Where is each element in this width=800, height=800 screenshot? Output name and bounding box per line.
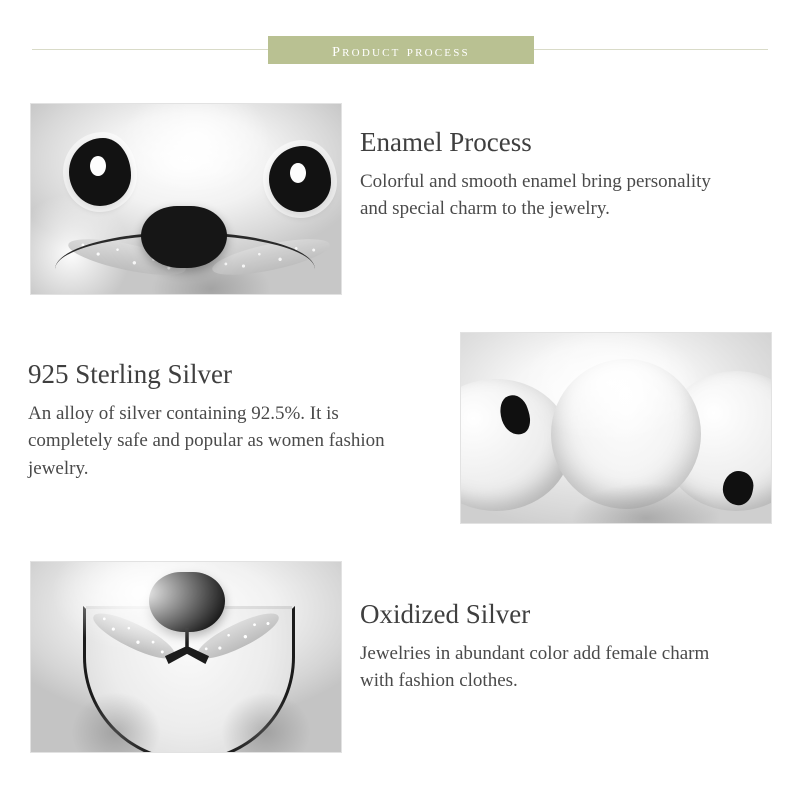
header-badge-label: product process [332, 38, 470, 61]
oxidized-silver-closeup-photo [30, 561, 342, 753]
oxidized-silver-title: Oxidized Silver [360, 599, 531, 629]
sterling-silver-body: An alloy of silver containing 92.5%. It is completely safe and popular as women fashion jewelry. [28, 402, 385, 479]
eye-glint [90, 156, 106, 176]
enamel-closeup-photo [30, 103, 342, 295]
enamel-nose [141, 206, 227, 268]
enamel-body: Colorful and smooth enamel bring personality and special charm to the jewelry. [360, 170, 711, 220]
oxidized-photo-canvas [31, 562, 341, 752]
oxidized-silver-text-column [360, 600, 740, 695]
enamel-photo-canvas [31, 104, 341, 294]
enamel-eye-right [269, 146, 331, 212]
section-header [0, 36, 800, 64]
enamel-eye-left [69, 138, 131, 206]
sterling-silver-title: 925 Sterling Silver [28, 359, 232, 389]
sterling-silver-closeup-photo [460, 332, 772, 524]
header-badge [268, 36, 534, 64]
sterling-photo-canvas [461, 333, 771, 523]
enamel-text-column [360, 128, 720, 223]
oxidized-silver-body: Jewelries in abundant color add female charm with fashion clothes. [360, 642, 710, 692]
eye-glint [290, 163, 306, 183]
enamel-title: Enamel Process [360, 127, 532, 157]
sterling-silver-text-column [28, 360, 388, 482]
